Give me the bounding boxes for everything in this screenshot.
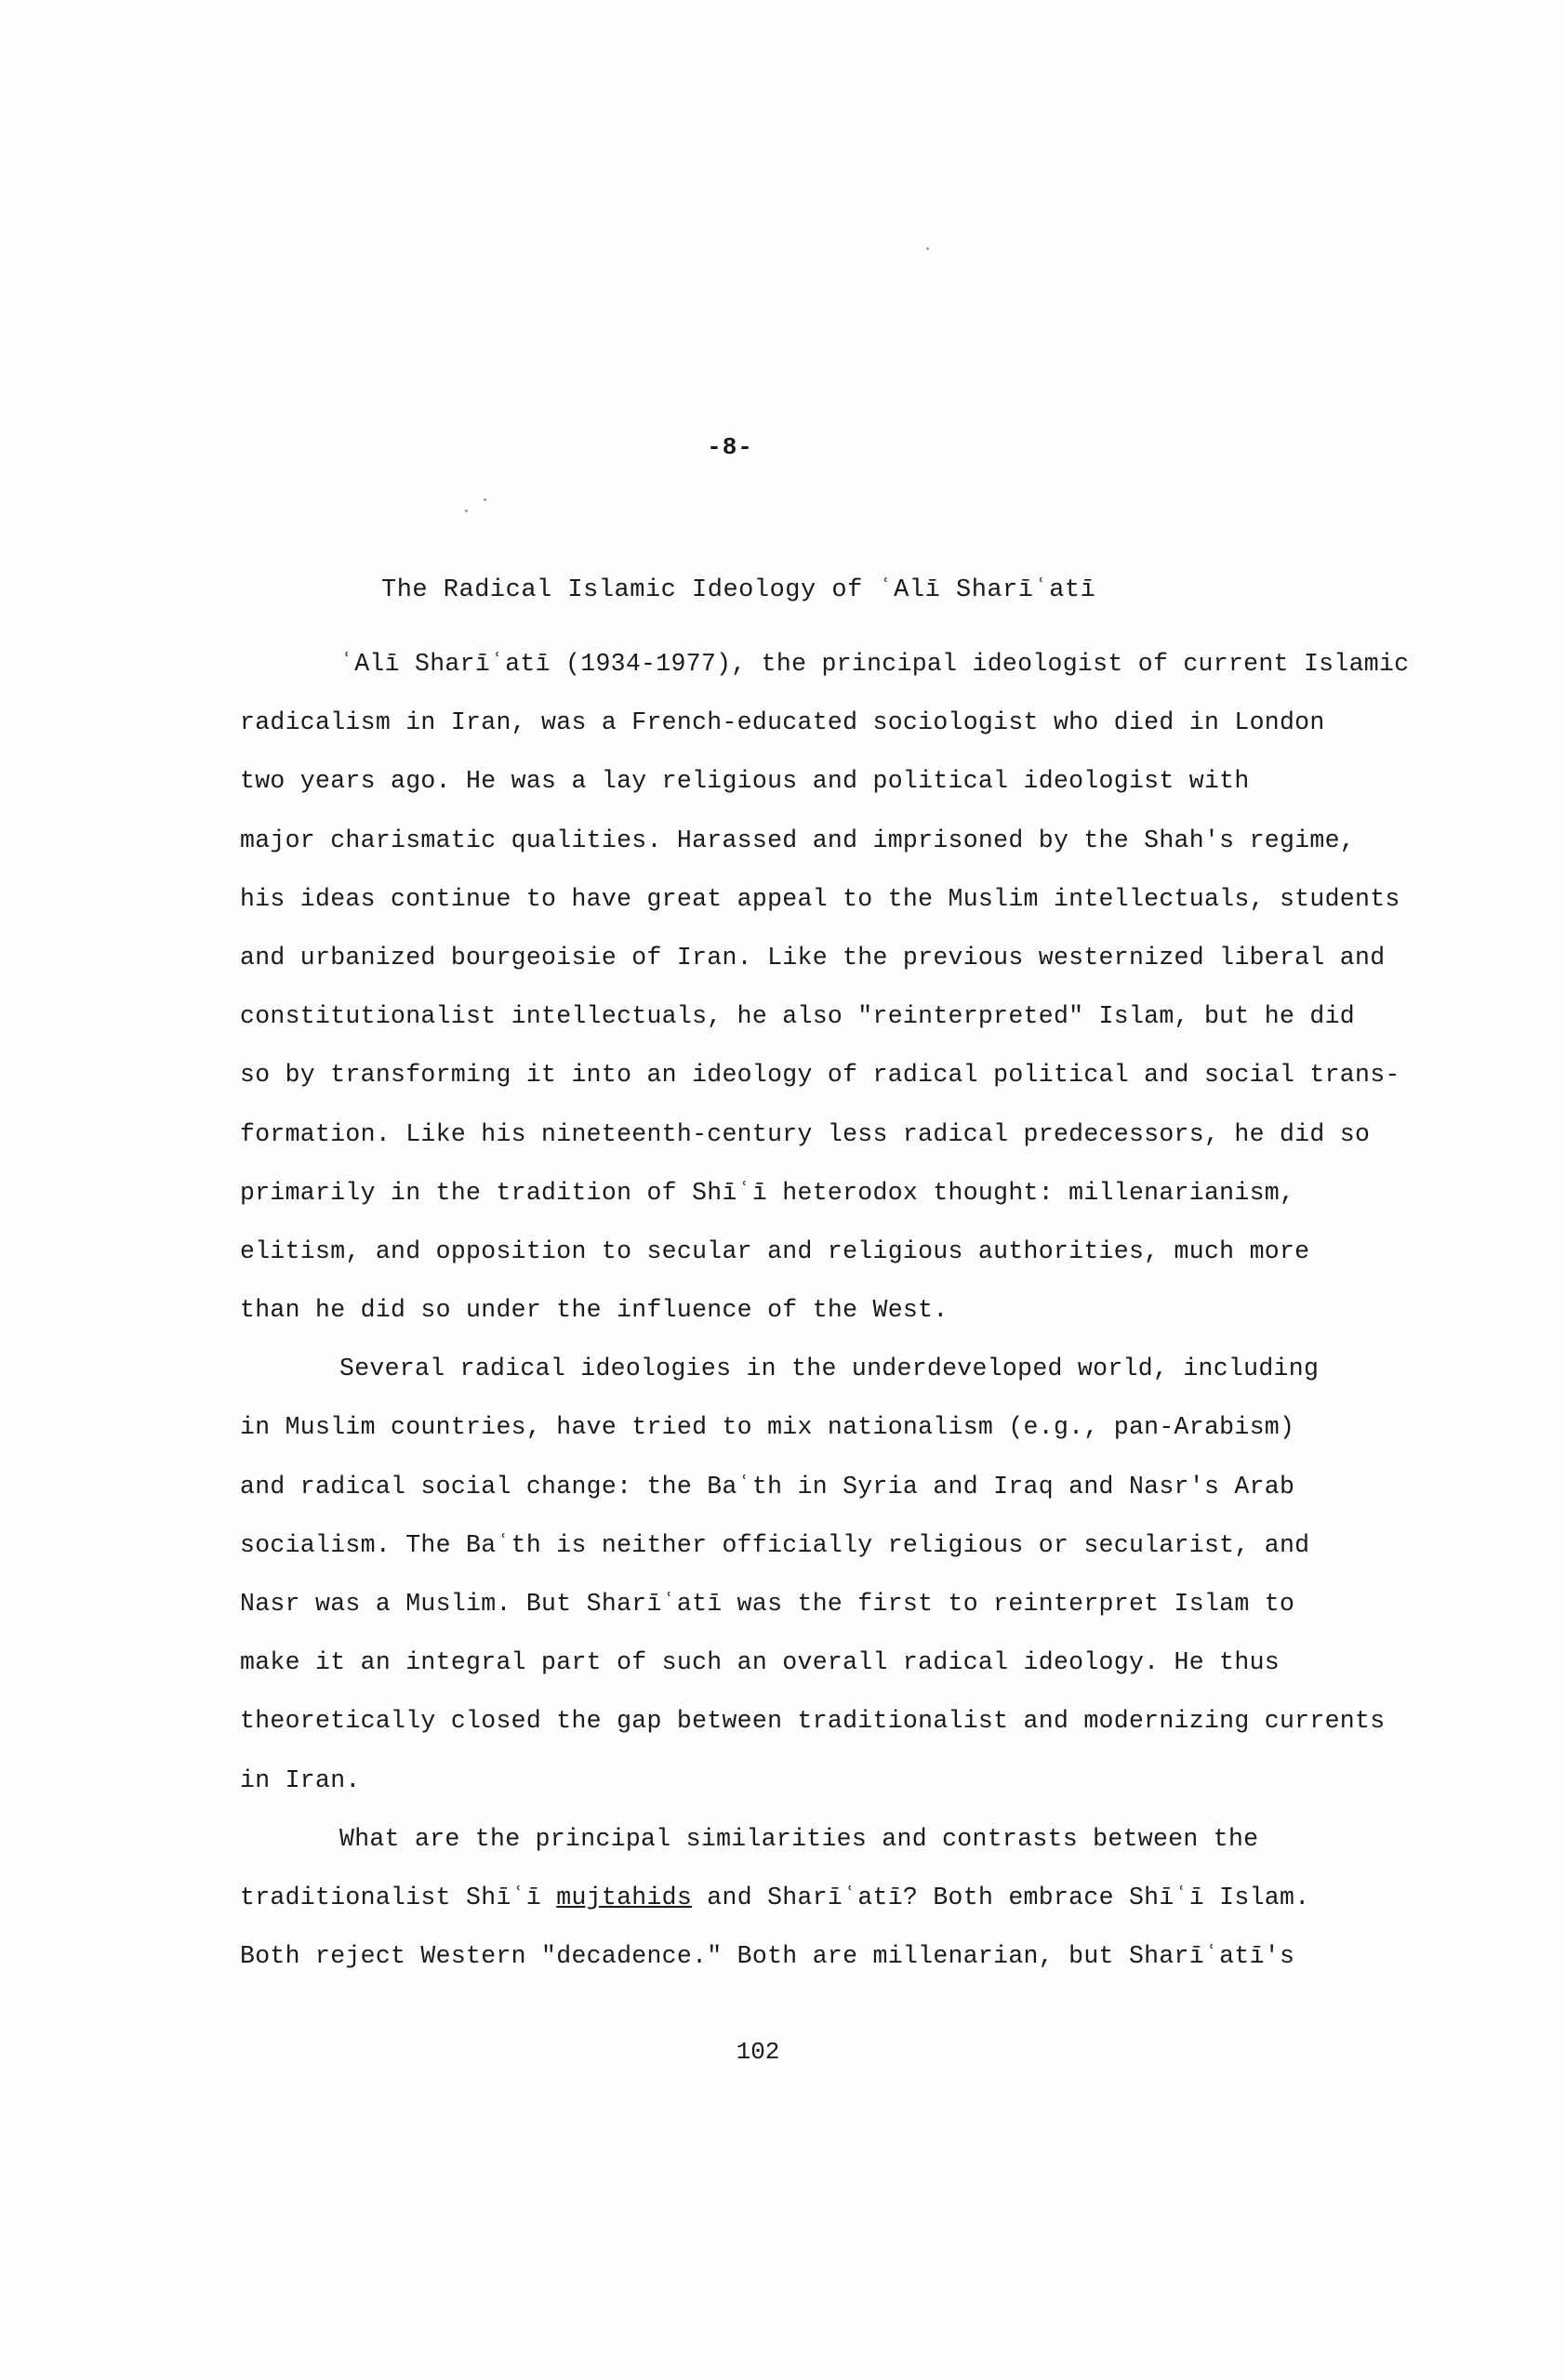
paragraph-1 bbox=[240, 635, 1410, 1340]
scan-speck bbox=[484, 498, 486, 501]
paragraph-2 bbox=[240, 1340, 1402, 1810]
text-line: radicalism in Iran, was a French-educated sociologist who died in London bbox=[240, 708, 1325, 737]
text-line: formation. Like his nineteenth-century less radical predecessors, he did so bbox=[240, 1119, 1371, 1148]
text-line: in Iran. bbox=[240, 1765, 361, 1794]
text-line: Both reject Western "decadence." Both are millenarian, but Sharīʿatī's bbox=[240, 1942, 1295, 1971]
text-line: primarily in the tradition of Shīʿī heterodox thought: millenarianism, bbox=[240, 1178, 1295, 1207]
text-line: constitutionalist intellectuals, he also "reinterpreted" Islam, but he did bbox=[240, 1002, 1355, 1031]
text-line: and radical social change: the Baʿth in Syria and Iraq and Nasr's Arab bbox=[240, 1472, 1295, 1501]
underlined-term: mujtahids bbox=[556, 1883, 693, 1911]
section-title: The Radical Islamic Ideology of ʿAlī Sharīʿatī bbox=[381, 576, 1096, 604]
scan-speck bbox=[926, 247, 929, 250]
text-line: two years ago. He was a lay religious and political ideologist with bbox=[240, 767, 1250, 796]
text-line: his ideas continue to have great appeal to the Muslim intellectuals, students bbox=[240, 884, 1400, 913]
text-line bbox=[240, 1869, 1402, 1927]
text-segment: traditionalist Shīʿī bbox=[240, 1883, 557, 1911]
text-line: major charismatic qualities. Harassed and imprisoned by the Shah's regime, bbox=[240, 826, 1355, 854]
text-segment: and Sharīʿatī? Both embrace Shīʿī Islam. bbox=[692, 1883, 1310, 1911]
text-line: Nasr was a Muslim. But Sharīʿatī was the first to reinterpret Islam to bbox=[240, 1590, 1295, 1618]
text-line: ʿAlī Sharīʿatī (1934-1977), the principal ideologist of current Islamic bbox=[339, 650, 1410, 678]
text-line: in Muslim countries, have tried to mix nationalism (e.g., pan-Arabism) bbox=[240, 1413, 1295, 1442]
body-text bbox=[240, 635, 1410, 1986]
text-line: What are the principal similarities and contrasts between the bbox=[339, 1824, 1259, 1853]
text-line: elitism, and opposition to secular and religious authorities, much more bbox=[240, 1236, 1310, 1265]
text-line: make it an integral part of such an overall radical ideology. He thus bbox=[240, 1648, 1280, 1677]
page-marker: -8- bbox=[707, 433, 753, 461]
text-line: socialism. The Baʿth is neither officially religious or secularist, and bbox=[240, 1530, 1310, 1559]
text-line: than he did so under the influence of the West. bbox=[240, 1296, 949, 1325]
paragraph-3 bbox=[240, 1810, 1402, 1987]
text-line: so by transforming it into an ideology of radical political and social trans- bbox=[240, 1061, 1400, 1090]
text-line: theoretically closed the gap between traditionalist and modernizing currents bbox=[240, 1707, 1386, 1736]
text-line: and urbanized bourgeoisie of Iran. Like the previous westernized liberal and bbox=[240, 943, 1386, 972]
text-line: Several radical ideologies in the underdeveloped world, including bbox=[339, 1355, 1320, 1383]
scan-speck bbox=[465, 509, 468, 512]
page-number: 102 bbox=[736, 2038, 780, 2066]
